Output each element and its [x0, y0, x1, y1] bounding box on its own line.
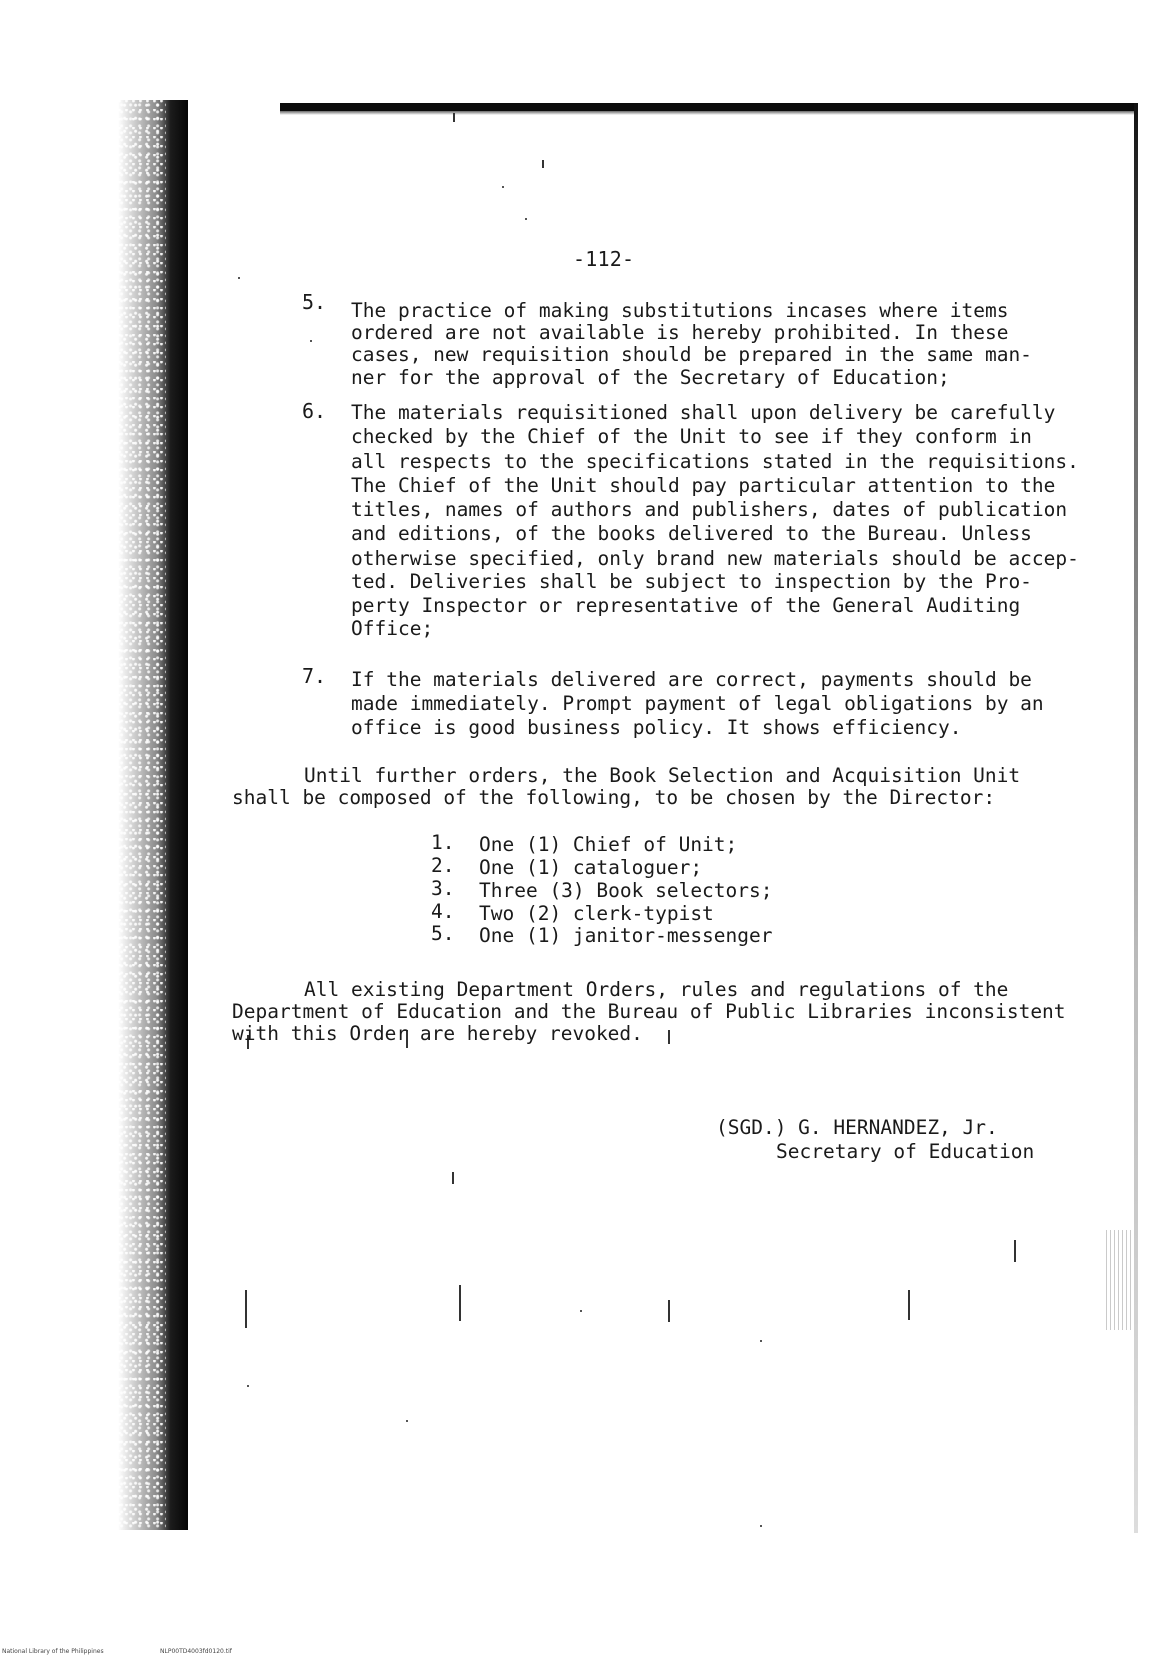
- paragraph-line: Department of Education and the Bureau of Public Libraries inconsistent: [232, 1000, 1066, 1023]
- list-item-number: 3.: [431, 877, 455, 900]
- page-number: -112-: [573, 247, 635, 271]
- list-item: Two (2) clerk-typist: [479, 902, 714, 925]
- list-item: Three (3) Book selectors;: [479, 879, 773, 902]
- scan-dot: [238, 277, 240, 279]
- paragraph-line: shall be composed of the following, to be chosen by the Director:: [232, 786, 996, 809]
- scan-dot: [580, 1310, 582, 1312]
- item-line: cases, new requisition should be prepared in the same man-: [351, 343, 1032, 366]
- list-item: One (1) cataloguer;: [479, 856, 703, 879]
- item-number: 6.: [302, 399, 327, 423]
- scan-mark: [668, 1030, 670, 1044]
- item-line: ner for the approval of the Secretary of Education;: [351, 366, 950, 389]
- scan-mark: [245, 1290, 247, 1328]
- scan-mark: [908, 1290, 910, 1320]
- scan-mark: [453, 113, 455, 122]
- item-line: otherwise specified, only brand new materials should be accep-: [351, 547, 1079, 570]
- scan-mark: [668, 1300, 670, 1322]
- item-line: If the materials delivered are correct, payments should be: [351, 668, 1032, 691]
- footer-file-name: NLP00TD4003fd0120.tif: [160, 1648, 232, 1655]
- scan-dot: [760, 1525, 762, 1527]
- item-line: titles, names of authors and publishers, dates of publication: [351, 498, 1068, 521]
- item-line: The Chief of the Unit should pay particular attention to the: [351, 474, 1056, 497]
- scan-mark: [542, 160, 544, 168]
- item-line: ted. Deliveries shall be subject to inspection by the Pro-: [351, 570, 1032, 593]
- scan-dot: [247, 1385, 249, 1387]
- scan-top-edge-fade: [280, 111, 1135, 115]
- footer-library-name: National Library of the Philippines: [2, 1648, 104, 1655]
- item-line: The materials requisitioned shall upon delivery be carefully: [351, 401, 1056, 424]
- item-line: Office;: [351, 617, 434, 640]
- scan-dot: [502, 186, 504, 188]
- item-line: all respects to the specifications stated in the requisitions.: [351, 450, 1079, 473]
- paragraph-line: with this Order are hereby revoked.: [232, 1022, 643, 1045]
- list-item-number: 5.: [431, 922, 455, 945]
- scan-right-edge-border: [1134, 103, 1138, 1533]
- list-item-number: 2.: [431, 854, 455, 877]
- item-line: made immediately. Prompt payment of legal obligations by an: [351, 692, 1044, 715]
- scan-dot: [310, 340, 312, 342]
- scan-dot: [525, 218, 527, 220]
- signatory-name: (SGD.) G. HERNANDEZ, Jr.: [716, 1116, 998, 1139]
- item-line: office is good business policy. It shows efficiency.: [351, 716, 962, 739]
- item-line: perty Inspector or representative of the General Auditing: [351, 594, 1021, 617]
- item-line: and editions, of the books delivered to the Bureau. Unless: [351, 522, 1032, 545]
- signatory-title: Secretary of Education: [776, 1140, 1035, 1163]
- item-number: 7.: [302, 664, 327, 688]
- item-number: 5.: [302, 290, 327, 314]
- scan-mark: [459, 1285, 461, 1321]
- list-item-number: 4.: [431, 900, 455, 923]
- list-item: One (1) janitor-messenger: [479, 924, 773, 947]
- item-line: ordered are not available is hereby prohibited. In these: [351, 321, 1009, 344]
- scan-left-edge-speckle: [118, 100, 166, 1530]
- scan-mark: [452, 1172, 454, 1184]
- scan-mark: [1014, 1240, 1016, 1262]
- item-line: checked by the Chief of the Unit to see if they conform in: [351, 425, 1032, 448]
- item-line: The practice of making substitutions incases where items: [351, 299, 1009, 322]
- scan-top-edge-border: [280, 103, 1135, 111]
- list-item-number: 1.: [431, 831, 455, 854]
- scan-right-smudge: [1106, 1230, 1134, 1330]
- scan-dot: [760, 1340, 762, 1342]
- paragraph-line: Until further orders, the Book Selection and Acquisition Unit: [304, 764, 1021, 787]
- paragraph-line: All existing Department Orders, rules and regulations of the: [304, 978, 1009, 1001]
- list-item: One (1) Chief of Unit;: [479, 833, 738, 856]
- scan-dot: [406, 1420, 408, 1422]
